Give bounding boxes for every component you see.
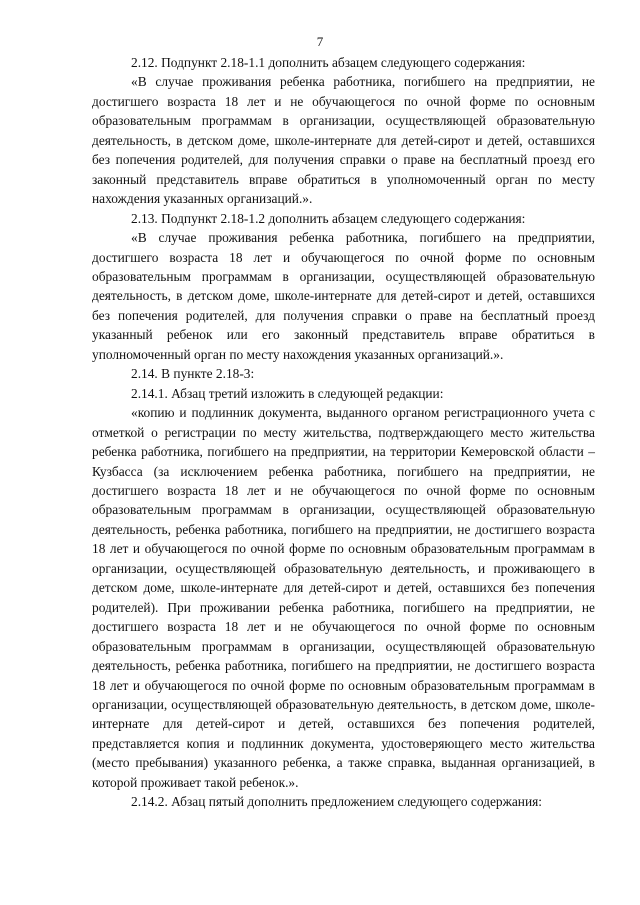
- paragraph-2-14: 2.14. В пункте 2.18-3:: [131, 366, 255, 382]
- paragraph-2-14-2: 2.14.2. Абзац пятый дополнить предложением следующего содержания:: [131, 794, 542, 810]
- paragraph-2-14-1-text: «копию и подлинник документа, выданного органом регистрационного учета с отметкой о регистрации по месту жительства, подтверждающего место жительства ребенка работника, погибшего на предприятии, на территории Кемеровской области – Кузбасса (за исключением ребенка работника, погибшего на предприятии, не достигшего возраста 18 лет и не обучающегося по очной форме по основным образовательным программам в организации, осуществляющей образовательную деятельность, ребенка работника, погибшего на предприятии, не достигшего возраста 18 лет и обучающегося по очной форме по основным образовательным программам в организации, осуществляющей образовательную деятельность, и проживающего в детском доме, школе-интернате для детей-сирот и детей, оставшихся без попечения родителей). При проживании ребенка работника, погибшего на предприятии, не достигшего возраста 18 лет и не обучающегося по очной форме по основным образовательным программам в организации, осуществляющей образовательную деятельность, ребенка работника, погибшего на предприятии, не достигшего возраста 18 лет и обучающегося по очной форме по основным образовательным программам в организации, осуществляющей образовательную деятельность, в детском доме, школе-интернате для детей-сирот и детей, оставшихся без попечения родителей, представляется копия и подлинник документа, удостоверяющего место жительства (место пребывания) указанного ребенка, а также справка, выданная организацией, в которой проживает такой ребенок.».: [92, 405, 595, 790]
- paragraph-2-12-text: «В случае проживания ребенка работника, погибшего на предприятии, не достигшего возраста 18 лет и не обучающегося по очной форме по основным образовательным программам в организации, осуществляющей образовательную деятельность, в детском доме, школе-интернате для детей-сирот и детей, оставшихся без попечения родителей, для получения справки о праве на бесплатный проезд его законный представитель вправе обратиться в уполномоченный орган по месту нахождения указанных организаций.».: [92, 74, 595, 207]
- paragraph-2-12: 2.12. Подпункт 2.18-1.1 дополнить абзацем следующего содержания:: [131, 55, 526, 70]
- paragraph-2-13: 2.13. Подпункт 2.18-1.2 дополнить абзацем следующего содержания:: [131, 210, 526, 226]
- document-body: [92, 53, 595, 812]
- paragraph-2-13-text: «В случае проживания ребенка работника, погибшего на предприятии, достигшего возраста 18 лет и обучающегося по очной форме по основным образовательным программам в организации, осуществляющей образовательную деятельность, в детском доме, школе-интернате для детей-сирот и детей, оставшихся без попечения родителей, для получения справки о праве на бесплатный проезд указанный ребенок или его законный представитель вправе обратиться в уполномоченный орган по месту нахождения указанных организаций.».: [92, 230, 595, 362]
- paragraph-2-14-1: 2.14.1. Абзац третий изложить в следующей редакции:: [131, 385, 444, 401]
- page-number: 7: [316, 34, 324, 49]
